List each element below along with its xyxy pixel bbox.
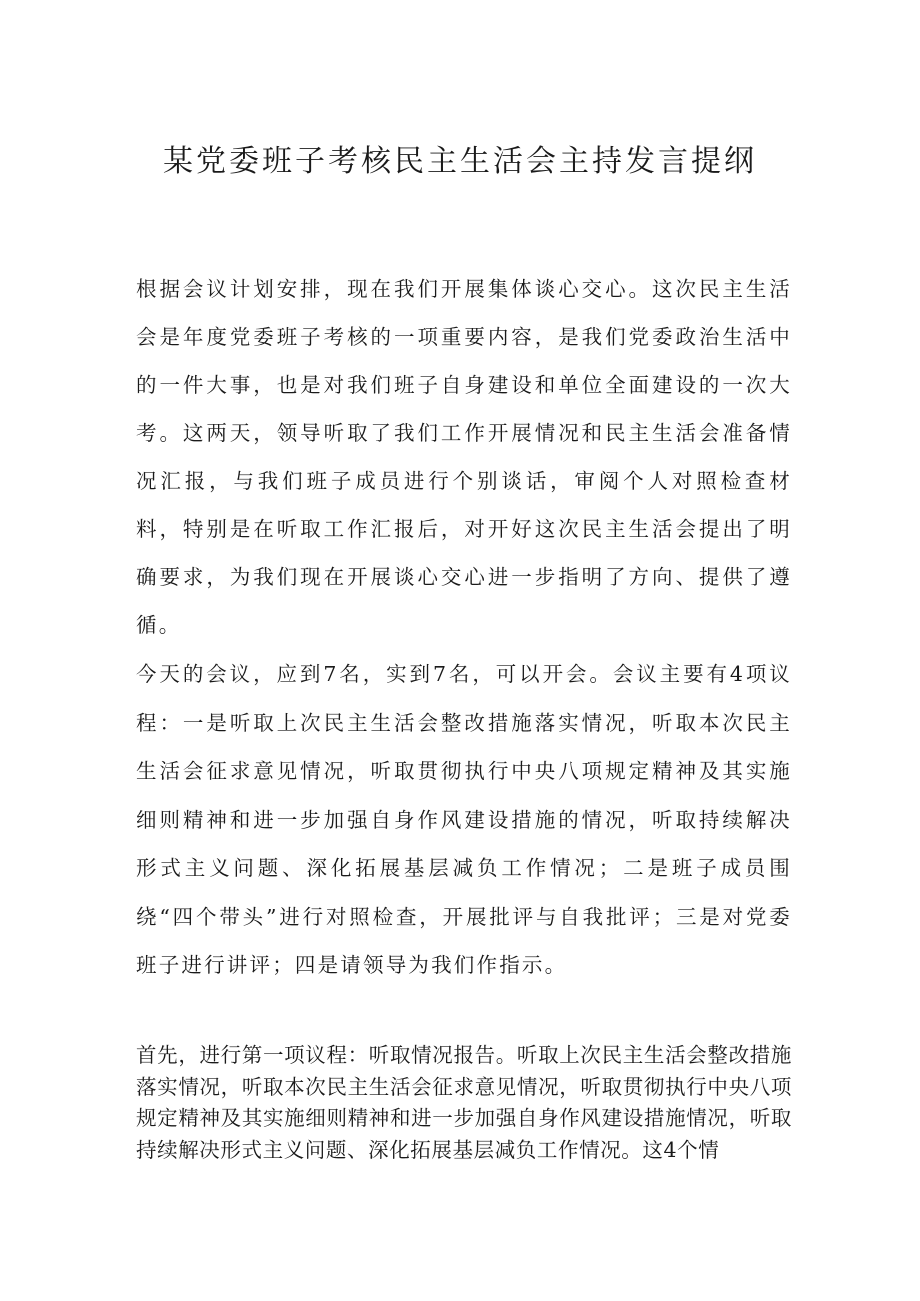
paragraph-first-item: 首先，进行第一项议程：听取情况报告。听取上次民主生活会整改措施落实情况，听取本次民主生活会征求意见情况，听取贯彻执行中央八项规定精神及其实施细则精神和进一步加强自身作风建设措施情况，听取持续解决形式主义问题、深化拓展基层减负工作情况。这4个情: [136, 1043, 792, 1162]
paragraph-opening: 根据会议计划安排，现在我们开展集体谈心交心。这次民主生活会是年度党委班子考核的一项重要内容，是我们党委政治生活中的一件大事，也是对我们班子自身建设和单位全面建设的一次大考。这两天，领导听取了我们工作开展情况和民主生活会准备情况汇报，与我们班子成员进行个别谈话，审阅个人对照检查材料，特别是在听取工作汇报后，对开好这次民主生活会提出了明确要求，为我们现在开展谈心交心进一步指明了方向、提供了遵循。: [136, 277, 792, 637]
paragraph-agenda: 今天的会议，应到7名，实到7名，可以开会。会议主要有4项议程：一是听取上次民主生活会整改措施落实情况，听取本次民主生活会征求意见情况，听取贯彻执行中央八项规定精神及其实施细则精神和进一步加强自身作风建设措施的情况，听取持续解决形式主义问题、深化拓展基层减负工作情况；二是班子成员围绕“四个带头”进行对照检查，开展批评与自我批评；三是对党委班子进行讲评；四是请领导为我们作指示。: [136, 662, 792, 977]
document-title: 某党委班子考核民主生活会主持发言提纲: [163, 144, 757, 179]
